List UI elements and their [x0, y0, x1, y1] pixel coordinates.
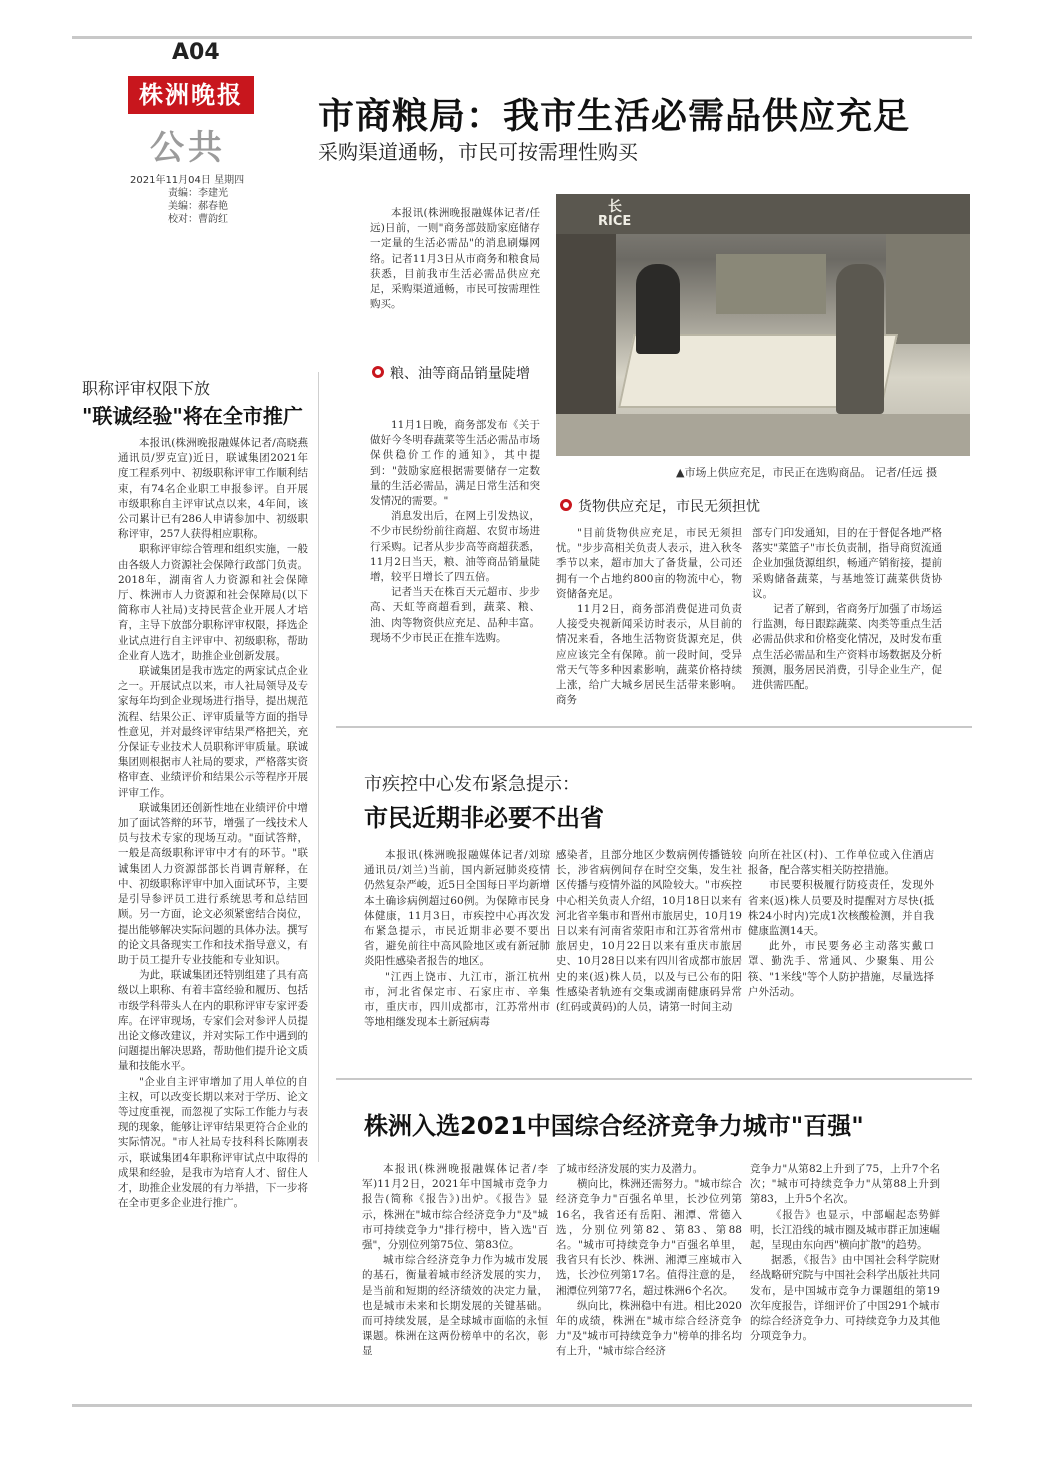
lead-sub2-col1 — [556, 526, 742, 716]
lead-intro — [370, 206, 540, 336]
bottom-rule — [72, 1404, 972, 1407]
lead-sub2-c2-p1: 部专门印发通知，目的在于督促各地严格落实"菜篮子"市长负责制，指导商贸流通企业加强货源组织，畅通产销衔接，提前采购储备蔬菜，与基地签订蔬菜供货协议。 — [752, 527, 942, 600]
cdc-c3-p2: 市民要积极履行防疫责任，发现外省来(返)株人员要及时提醒对方尽快(抵株24小时内)完成1次核酸检测，并自我健康监测14天。 — [748, 879, 934, 938]
photo-shelf-right — [886, 234, 970, 344]
issue-meta — [130, 174, 300, 226]
brand-logo: 株洲晚报 — [128, 76, 254, 114]
rank-c3-p2: 《报告》也显示，中部崛起态势鲜明，长江沿线的城市圈及城市群正加速崛起，呈现由东向西"横向扩散"的趋势。 — [750, 1208, 940, 1252]
bullet-ring-icon — [372, 366, 384, 378]
left-p6: "企业自主评审增加了用人单位的自主权，可以改变长期以来对于学历、论文等过度重视，而忽视了实际工作能力与表现的现象，能够让评审结果更符合企业的实际情况。"市人社局专技科科长陈刚表示，联诚集团4年职称评审试点中取得的成果和经验，是我市为培育人才、留住人才，助推企业发展的有力举措，下一步将在全市更多企业进行推广。 — [118, 1075, 308, 1210]
rank-c3-p1: 竞争力"从第82上升到了75，上升7个名次；"城市可持续竞争力"从第88上升到第83，上升5个名次。 — [750, 1163, 940, 1206]
rank-c2-p1: 了城市经济发展的实力及潜力。 — [556, 1163, 703, 1175]
market-photo — [556, 194, 970, 456]
page-number: A04 — [172, 40, 220, 65]
cdc-c3-p1: 向所在社区(村)、工作单位或入住酒店报备，配合落实相关防控措施。 — [748, 849, 934, 877]
photo-shelf-mid — [716, 254, 826, 314]
rank-top-rule — [336, 1078, 972, 1080]
lead-sub1-p2: 消息发出后，在网上引发热议，不少市民纷纷前往商超、农贸市场进行采购。记者从步步高等商超获悉，11月2日当天，粮、油等商品销量陡增，较平日增长了四五倍。 — [370, 510, 540, 584]
lead-headline: 市商粮局：我市生活必需品供应充足 — [318, 96, 911, 137]
lead-sub2-c1-p2: 11月2日，商务部消费促进司负责人接受央视新闻采访时表示，从目前的情况来看，各地生活物资货源充足，供应应该完全有保障。前一段时间，受异常天气等多种因素影响，蔬菜价格持续上涨，给广大城乡居民生活带来影响。商务 — [556, 603, 742, 707]
photo-shelf-left — [556, 234, 616, 414]
cdc-c1-p1: 本报讯(株洲晚报融媒体记者/刘琼 通讯员/刘兰)当前，国内新冠肺炎疫情仍然复杂严峻，近5日全国每日平均新增本土确诊病例超过60例。为保障市民身体健康，11月3日，市疾控中心再次发布紧急提示，市民近期非必要不要出省，避免前往中高风险地区或有新冠肺炎阳性感染者报告的地区。 — [364, 849, 550, 968]
left-headline: "联诚经验"将在全市推广 — [82, 404, 303, 428]
lead-intro-paragraph: 本报讯(株洲晚报融媒体记者/任远)日前，一则"商务部鼓励家庭储存一定量的生活必需品"的消息刷爆网络。记者11月3日从市商务和粮食局获悉，目前我市生活必需品供应充足，采购渠道通畅，市民可按需理性购买。 — [370, 207, 540, 311]
left-p3: 联诚集团是我市选定的两家试点企业之一。开展试点以来，市人社局领导及专家每年均到企业现场进行指导，提出规范流程、结果公正、评审质量等方面的指导性意见，并对最终评审结果严格把关，充分保证专业技术人员职称评审质量。联诚集团则根据市人社局的要求，严格落实资格审查、业绩评价和结果公示等程序开展评审工作。 — [118, 665, 308, 799]
lead-sub2-title — [560, 497, 920, 517]
left-column-divider — [318, 372, 319, 1162]
issue-date: 2021年11月04日 星期四 — [130, 175, 245, 186]
lead-sub1-title — [372, 364, 542, 384]
cdc-c2-p1: 感染者，且部分地区少数病例传播链较长，涉省病例间存在时空交集，发生社区传播与疫情外溢的风险较大。"市疾控中心相关负责人介绍，10月18日以来有河北省辛集市和晋州市旅居史，10月19日以来有河南省荥阳市和江苏省常州市旅居史，10月22日以来有重庆市旅居史、10月28日以来有四川省成都市旅居史的来(返)株人员，以及与已公布的阳性感染者轨迹有交集或湖南健康码异常(红码或黄码)的人员，请第一时间主动 — [556, 849, 742, 1014]
lead-sub2-c1-p1: "目前货物供应充足，市民无须担忧。"步步高相关负责人表示，进入秋冬季节以来，超市加大了备货量，公司还拥有一个占地约800亩的物流中心，物资储备充足。 — [556, 527, 742, 600]
photo-caption: ▲市场上供应充足，市民正在选购商品。 记者/任远 摄 — [676, 466, 938, 479]
rank-c1-p1: 本报讯(株洲晚报融媒体记者/李军)11月2日，2021年中国城市竞争力报告(简称《报告》)出炉。《报告》显示，株洲在"城市综合经济竞争力"及"城市可持续竞争力"排行榜中，皆入选"百强"，分别位列第75位、第83位。 — [362, 1163, 548, 1252]
section-name: 公共 — [150, 128, 226, 168]
rank-c1-p2: 城市综合经济竞争力作为城市发展的基石，衡量着城市经济发展的实力，是当前和短期的经济绩效的决定力量，也是城市未来和长期发展的关键基础。而可持续发展，是全球城市面临的永恒课题。株洲在这两份榜单中的名次，彰显 — [362, 1254, 548, 1358]
editor-credit: 责编：李建光 — [168, 188, 228, 199]
rank-c2-p3: 纵向比，株洲稳中有进。相比2020年的成绩，株洲在"城市综合经济竞争力"及"城市可持续竞争力"榜单的排名均有上升，"城市综合经济 — [556, 1299, 742, 1358]
photo-floor — [556, 414, 970, 456]
lead-sub1-body — [370, 418, 540, 714]
photo-person-clerk — [636, 264, 680, 354]
proofreader-credit: 校对：曹韵红 — [168, 214, 228, 225]
lead-sub2-col2 — [752, 526, 942, 716]
rank-c3-p3: 据悉，《报告》由中国社会科学院财经战略研究院与中国社会科学出版社共同发布，是中国城市竞争力课题组的第19次年度报告，详细评价了中国291个城市的综合经济竞争力、可持续竞争力及其他分项竞争力。 — [750, 1254, 940, 1343]
left-kicker: 职称评审权限下放 — [82, 379, 211, 398]
photo-rice-sign: RICE — [598, 214, 632, 229]
cdc-top-rule — [336, 726, 972, 728]
lead-sub1-title-text: 粮、油等商品销量陡增 — [390, 366, 530, 382]
cdc-col1 — [364, 848, 550, 1048]
left-p5: 为此，联诚集团还特别组建了具有高级以上职称、有着丰富经验和履历、包括市级学科带头人在内的职称评审专家评委库。在评审现场，专家们会对参评人员提出论文修改建议，并对实际工作中遇到的问题提出解决思路，帮助他们提升论文质量和技能水平。 — [118, 969, 308, 1073]
cdc-c3-p3: 此外，市民要务必主动落实戴口罩、勤洗手、常通风、少聚集、用公筷、"1米线"等个人防护措施，尽量选择户外活动。 — [748, 940, 934, 998]
lead-sub2-c2-p2: 记者了解到，省商务厅加强了市场运行监测，每日跟踪蔬菜、肉类等重点生活必需品供求和价格变化情况，及时发布重点生活必需品和生产资料市场数据及分析预测，服务居民消费，引导企业生产，促进供需匹配。 — [752, 603, 942, 692]
bullet-ring-icon — [560, 499, 572, 511]
photo-hanzi-sign: 长 — [608, 199, 622, 215]
cdc-kicker: 市疾控中心发布紧急提示： — [364, 774, 580, 795]
cdc-col2 — [556, 848, 742, 1048]
top-rule — [72, 36, 972, 39]
left-p1: 本报讯(株洲晚报融媒体记者/高晓燕 通讯员/罗克宣)近日，联诚集团2021年度工程系列中、初级职称评审工作顺利结束，有74名企业职工申报参评。自开展市级职称自主评审试点以来，4年间，该公司累计已有286人申请参加中、初级职称评审，257人获得相应职称。 — [118, 437, 308, 541]
rank-col3 — [750, 1162, 940, 1398]
designer-credit: 美编：郝春艳 — [168, 201, 228, 212]
rank-col2 — [556, 1162, 742, 1398]
cdc-col3 — [748, 848, 934, 1048]
rank-headline: 株洲入选2021中国综合经济竞争力城市"百强" — [364, 1112, 864, 1140]
lead-sub1-p3: 记者当天在株百天元超市、步步高、天虹等商超看到，蔬菜、粮、油、肉等物资供应充足、品种丰富。现场不少市民正在推车选购。 — [370, 586, 540, 644]
left-p2: 职称评审综合管理和组织实施，一般由各级人力资源社会保障行政部门负责。2018年，湖南省人力资源和社会保障厅、株洲市人力资源和社会保障局(以下简称市人社局)支持民营企业开展人才培育，主导下放部分职称评审权限，择选企业试点进行自主评审中、初级职称，帮助企业育人选才，助推企业创新发展。 — [118, 543, 308, 662]
left-p4: 联诚集团还创新性地在业绩评价中增加了面试答辩的环节，增强了一线技术人员与技术专家的现场互动。"面试答辩，一般是高级职称评审中才有的环节。"联诚集团人力资源部部长肖调青解释，在中、初级职称评审中加入面试环节，主要是引导参评员工进行系统思考和总结回顾。另一方面，论文必须紧密结合岗位，提出能够解决实际问题的具体办法。撰写的论文具备现实工作和技术指导意义，有助于员工提升专业技能和专业知识。 — [118, 801, 308, 966]
lead-sub1-p1: 11月1日晚，商务部发布《关于做好今冬明春蔬菜等生活必需品市场保供稳价工作的通知》，其中提到："鼓励家庭根据需要储存一定数量的生活必需品，满足日常生活和突发情况的需要。" — [370, 419, 540, 508]
photo-person-shopper — [836, 264, 884, 414]
cdc-c1-p2: "江西上饶市、九江市，浙江杭州市，河北省保定市、石家庄市、辛集市，重庆市，四川成都市，江苏常州市等地相继发现本土新冠病毒 — [364, 970, 550, 1029]
rank-col1 — [362, 1162, 548, 1398]
lead-subheadline: 采购渠道通畅，市民可按需理性购买 — [318, 140, 638, 164]
left-story-body — [118, 436, 308, 1328]
rank-c2-p2: 横向比，株洲还需努力。"城市综合经济竞争力"百强名单里，长沙位列第16名，我省还有岳阳、湘潭、常德入选，分别位列第82、第83、第88名。"城市可持续竞争力"百强名单里，我省只有长沙、株洲、湘潭三座城市入选，长沙位列第17名。值得注意的是，湘潭位列第77名，超过株洲6个名次。 — [556, 1178, 742, 1297]
lead-sub2-title-text: 货物供应充足，市民无须担忧 — [578, 499, 760, 515]
cdc-headline: 市民近期非必要不出省 — [364, 804, 604, 832]
